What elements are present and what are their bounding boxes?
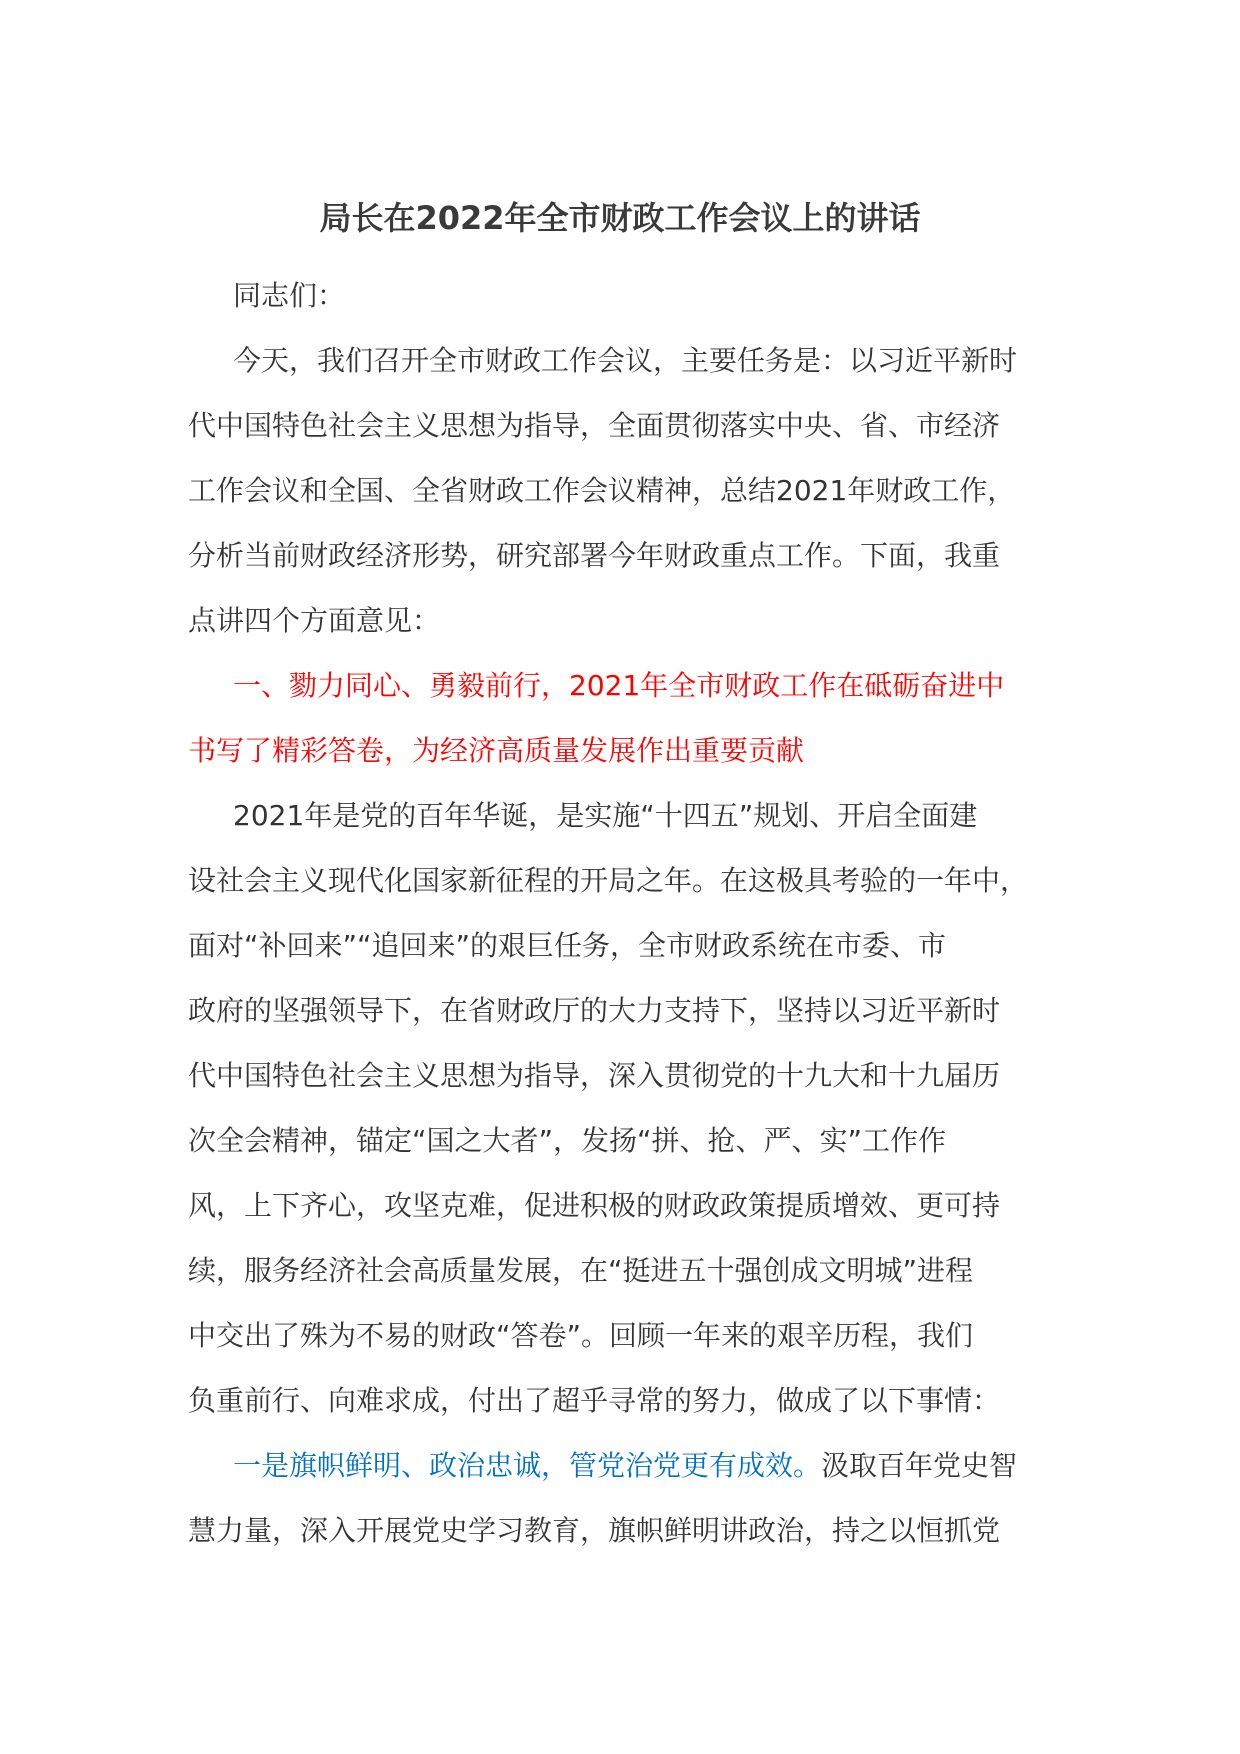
- document-title: 局长在2022年全市财政工作会议上的讲话: [319, 199, 921, 237]
- paragraph-line: 中交出了殊为不易的财政“答卷”。回顾一年来的艰辛历程，我们: [188, 1319, 974, 1352]
- paragraph-line: 面对“补回来”“追回来”的艰巨任务，全市财政系统在市委、市: [188, 929, 947, 962]
- salutation: 同志们：: [233, 279, 346, 312]
- paragraph-line: 次全会精神，锚定“国之大者”，发扬“拼、抢、严、实”工作作: [188, 1124, 947, 1157]
- paragraph-line: 工作会议和全国、全省财政工作会议精神，总结2021年财政工作，: [188, 474, 1016, 507]
- paragraph-line: 代中国特色社会主义思想为指导，全面贯彻落实中央、省、市经济: [188, 409, 1001, 442]
- paragraph-line: 分析当前财政经济形势，研究部署今年财政重点工作。下面，我重: [188, 539, 1001, 572]
- paragraph-line: 2021年是党的百年华诞，是实施“十四五”规划、开启全面建: [233, 799, 978, 832]
- paragraph-line: 续，服务经济社会高质量发展，在“挺进五十强创成文明城”进程: [188, 1254, 974, 1287]
- subsection-heading: 一是旗帜鲜明、政治忠诚，管党治党更有成效。: [233, 1449, 822, 1482]
- paragraph-line: 点讲四个方面意见：: [188, 604, 441, 637]
- paragraph-line: 今天，我们召开全市财政工作会议，主要任务是：以习近平新时: [233, 344, 1018, 377]
- paragraph-line: [233, 1433, 1113, 1498]
- section-heading-line: 一、勠力同心、勇毅前行，2021年全市财政工作在砥砺奋进中: [233, 669, 1005, 702]
- paragraph-text: 汲取百年党史智: [821, 1449, 1018, 1482]
- paragraph-line: 代中国特色社会主义思想为指导，深入贯彻党的十九大和十九届历: [188, 1059, 1001, 1092]
- paragraph-line: 设社会主义现代化国家新征程的开局之年。在这极具考验的一年中，: [188, 864, 1029, 897]
- paragraph-line: 慧力量，深入开展党史学习教育，旗帜鲜明讲政治，持之以恒抓党: [188, 1514, 1001, 1547]
- paragraph-line: 政府的坚强领导下，在省财政厅的大力支持下，坚持以习近平新时: [188, 994, 1001, 1027]
- section-heading-line: 书写了精彩答卷，为经济高质量发展作出重要贡献: [188, 734, 805, 767]
- paragraph-line: 负重前行、向难求成，付出了超乎寻常的努力，做成了以下事情：: [188, 1384, 1001, 1417]
- paragraph-line: 风，上下齐心，攻坚克难，促进积极的财政政策提质增效、更可持: [188, 1189, 1001, 1222]
